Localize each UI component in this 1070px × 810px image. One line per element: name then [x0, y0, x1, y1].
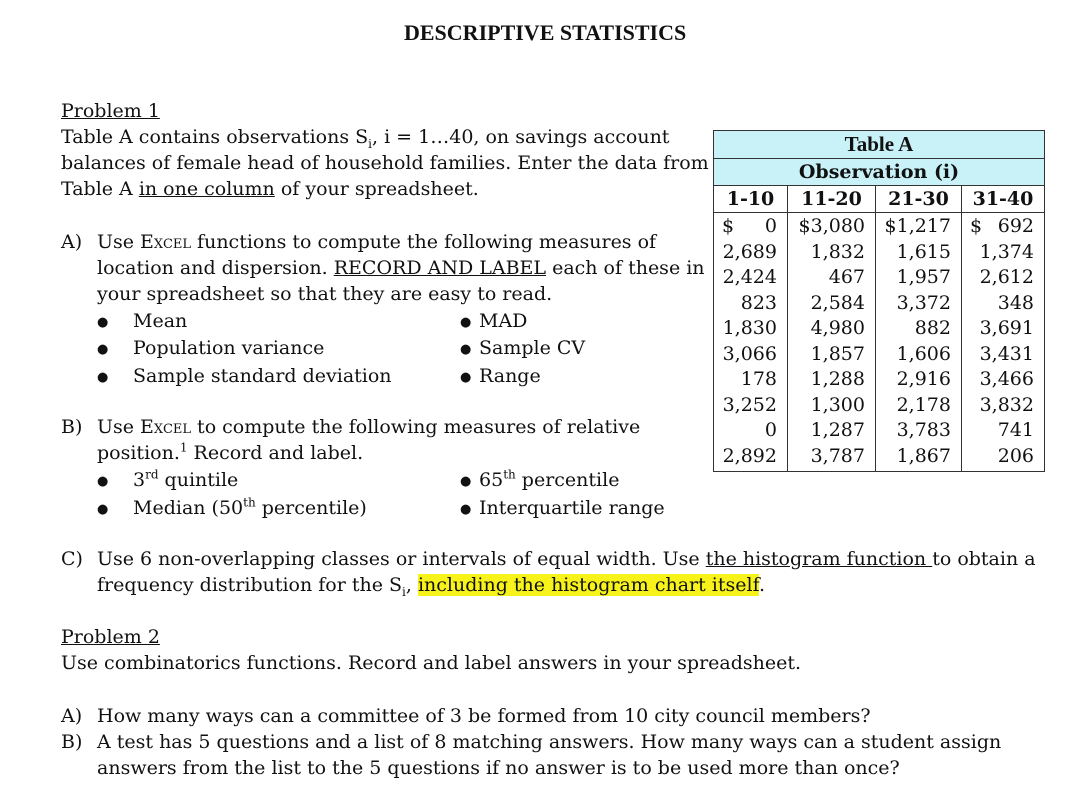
bullet-icon: ●	[460, 370, 472, 385]
table-column	[788, 213, 876, 471]
cell-value: 1,374	[979, 240, 1034, 263]
problem1-partB-line2: position.$^1$ Record and label.	[97, 440, 364, 464]
table-cell	[882, 367, 951, 393]
cell-value: 1,832	[810, 240, 865, 263]
table-cell	[794, 291, 865, 317]
cell-value: 348	[997, 291, 1034, 314]
cell-value: 2,178	[896, 393, 951, 416]
column-header: 1-10	[714, 186, 788, 212]
problem1-partA-line3: your spreadsheet so that they are easy to read.	[97, 283, 553, 305]
cell-value: 1,287	[810, 419, 865, 441]
cell-value: 3,372	[896, 291, 951, 314]
cell-value: 2,689	[722, 240, 777, 263]
table-cell	[882, 316, 951, 342]
problem1-partC-line2: frequency distribution for the $S_i$, including the histogram chart itself.	[97, 574, 765, 599]
bullet-icon: ●	[97, 342, 109, 357]
currency-symbol: $	[970, 215, 983, 237]
table-cell	[794, 240, 865, 266]
measure-interquartile-range: Interquartile range	[479, 497, 665, 519]
table-body	[714, 213, 1044, 471]
bullet-icon: ●	[97, 315, 109, 330]
measure-sample-std: Sample standard deviation	[133, 365, 392, 387]
table-cell	[720, 214, 777, 240]
table-title: Table A	[714, 131, 1044, 159]
table-cell	[882, 418, 951, 444]
cell-value: $1,217	[884, 215, 951, 237]
table-cell	[720, 367, 777, 393]
problem1-partB-line1: Use Excel to compute the following measures of relative	[97, 416, 641, 438]
cell-value: $3,080	[798, 215, 865, 237]
bullet-icon: ●	[97, 502, 109, 517]
bullet-icon: ●	[460, 342, 472, 357]
table-cell	[968, 342, 1034, 368]
column-header: 31-40	[972, 188, 1034, 210]
table-cell	[794, 444, 865, 470]
table-cell	[882, 240, 951, 266]
cell-value: 3,466	[979, 368, 1034, 390]
table-cell	[882, 444, 951, 470]
cell-value: 2,892	[722, 444, 777, 467]
cell-value: 1,867	[896, 444, 951, 467]
problem2-partB-line2: answers from the list to the 5 questions if no answer is to be used more than once?	[97, 757, 900, 779]
cell-value: 467	[828, 266, 865, 288]
table-column-headers	[714, 186, 1044, 213]
cell-value: 3,431	[979, 342, 1034, 365]
table-cell	[720, 265, 777, 291]
table-cell	[720, 316, 777, 342]
table-cell	[720, 444, 777, 470]
measure-mean: Mean	[133, 310, 188, 332]
problem1-intro-line3: Table A in one column of your spreadsheet.	[61, 178, 479, 200]
column-header: 11-20	[788, 186, 876, 212]
table-cell	[968, 240, 1034, 266]
cell-value: 1,857	[810, 342, 865, 365]
cell-value: 2,612	[979, 266, 1034, 288]
problem1-partC-line1: Use 6 non-overlapping classes or intervals of equal width. Use the histogram function to obtain a	[97, 548, 1036, 570]
table-cell	[794, 367, 865, 393]
table-cell	[882, 214, 951, 240]
problem1-partB-label: B)	[61, 416, 83, 438]
table-cell	[720, 291, 777, 317]
problem2-partB-label: B)	[61, 731, 83, 753]
table-a	[713, 130, 1045, 472]
table-cell	[720, 342, 777, 368]
cell-value: 692	[997, 215, 1034, 237]
cell-value: 4,980	[810, 317, 865, 339]
cell-value: 1,957	[896, 266, 951, 288]
cell-value: 2,424	[722, 266, 777, 288]
cell-value: 3,783	[896, 419, 951, 441]
cell-value: 0	[764, 215, 777, 237]
table-cell	[968, 316, 1034, 342]
table-cell	[968, 393, 1034, 419]
table-cell	[794, 265, 865, 291]
bullet-icon: ●	[97, 474, 109, 489]
problem1-partC-label: C)	[61, 548, 83, 570]
table-cell	[968, 265, 1034, 291]
table-cell	[882, 265, 951, 291]
table-cell	[794, 418, 865, 444]
cell-value: 3,691	[979, 317, 1034, 339]
table-column	[876, 213, 962, 471]
highlighted-text: including the histogram chart itself	[417, 574, 759, 596]
cell-value: 1,606	[896, 342, 951, 365]
table-cell	[968, 444, 1034, 470]
cell-value: 2,916	[896, 368, 951, 390]
cell-value: 2,584	[810, 291, 865, 314]
table-cell	[882, 291, 951, 317]
cell-value: 3,252	[722, 393, 777, 416]
cell-value: 3,787	[810, 444, 865, 467]
cell-value: 1,830	[722, 317, 777, 339]
problem1-partA-label: A)	[61, 231, 83, 253]
table-column	[962, 213, 1044, 471]
table-column	[714, 213, 788, 471]
currency-symbol: $	[722, 215, 735, 237]
page-title: DESCRIPTIVE STATISTICS	[404, 20, 687, 45]
table-cell	[968, 418, 1034, 444]
problem2-partA-text: How many ways can a committee of 3 be formed from 10 city council members?	[97, 705, 871, 727]
problem1-intro-line1: Table A contains observations $S_i$, i = 1…40, on savings account	[61, 126, 670, 151]
problem2-partA-label: A)	[61, 705, 83, 727]
measure-mad: MAD	[479, 310, 528, 332]
table-cell	[968, 214, 1034, 240]
measure-median: Median (50th percentile)	[133, 495, 367, 519]
table-cell	[968, 367, 1034, 393]
measure-population-variance: Population variance	[133, 337, 325, 359]
cell-value: 1,300	[810, 393, 865, 416]
cell-value: 1,288	[810, 368, 865, 390]
table-subtitle: Observation (i)	[714, 159, 1044, 186]
problem1-intro-line2: balances of female head of household families. Enter the data from	[61, 152, 709, 174]
problem2-intro: Use combinatorics functions. Record and label answers in your spreadsheet.	[61, 652, 802, 674]
problem1-heading: Problem 1	[61, 100, 160, 122]
measure-65th-percentile: 65th percentile	[479, 467, 620, 491]
problem2-partB-line1: A test has 5 questions and a list of 8 matching answers. How many ways can a student assign	[97, 731, 1002, 753]
table-cell	[720, 240, 777, 266]
bullet-icon: ●	[460, 315, 472, 330]
cell-value: 882	[914, 317, 951, 339]
table-cell	[794, 214, 865, 240]
table-cell	[968, 291, 1034, 317]
table-cell	[794, 316, 865, 342]
cell-value: 741	[997, 419, 1034, 441]
cell-value: 1,615	[896, 240, 951, 263]
measure-range: Range	[479, 365, 541, 387]
measure-3rd-quintile: 3rd quintile	[133, 467, 239, 491]
measure-sample-cv: Sample CV	[479, 337, 586, 359]
problem1-partA-line1: Use Excel functions to compute the following measures of	[97, 231, 657, 253]
problem2-heading: Problem 2	[61, 626, 160, 648]
table-cell	[882, 342, 951, 368]
cell-value: 3,832	[979, 393, 1034, 416]
table-cell	[720, 393, 777, 419]
table-cell	[882, 393, 951, 419]
column-header: 21-30	[876, 186, 962, 212]
table-cell	[720, 418, 777, 444]
bullet-icon: ●	[460, 502, 472, 517]
table-cell	[794, 393, 865, 419]
cell-value: 0	[764, 419, 777, 441]
bullet-icon: ●	[460, 474, 472, 489]
cell-value: 178	[740, 368, 777, 390]
table-cell	[794, 342, 865, 368]
problem1-partA-line2: location and dispersion. RECORD AND LABEL each of these in	[97, 257, 705, 279]
cell-value: 823	[740, 291, 777, 314]
footnote-marker: 1	[179, 440, 188, 455]
cell-value: 206	[997, 444, 1034, 467]
bullet-icon: ●	[97, 370, 109, 385]
cell-value: 3,066	[722, 342, 777, 365]
